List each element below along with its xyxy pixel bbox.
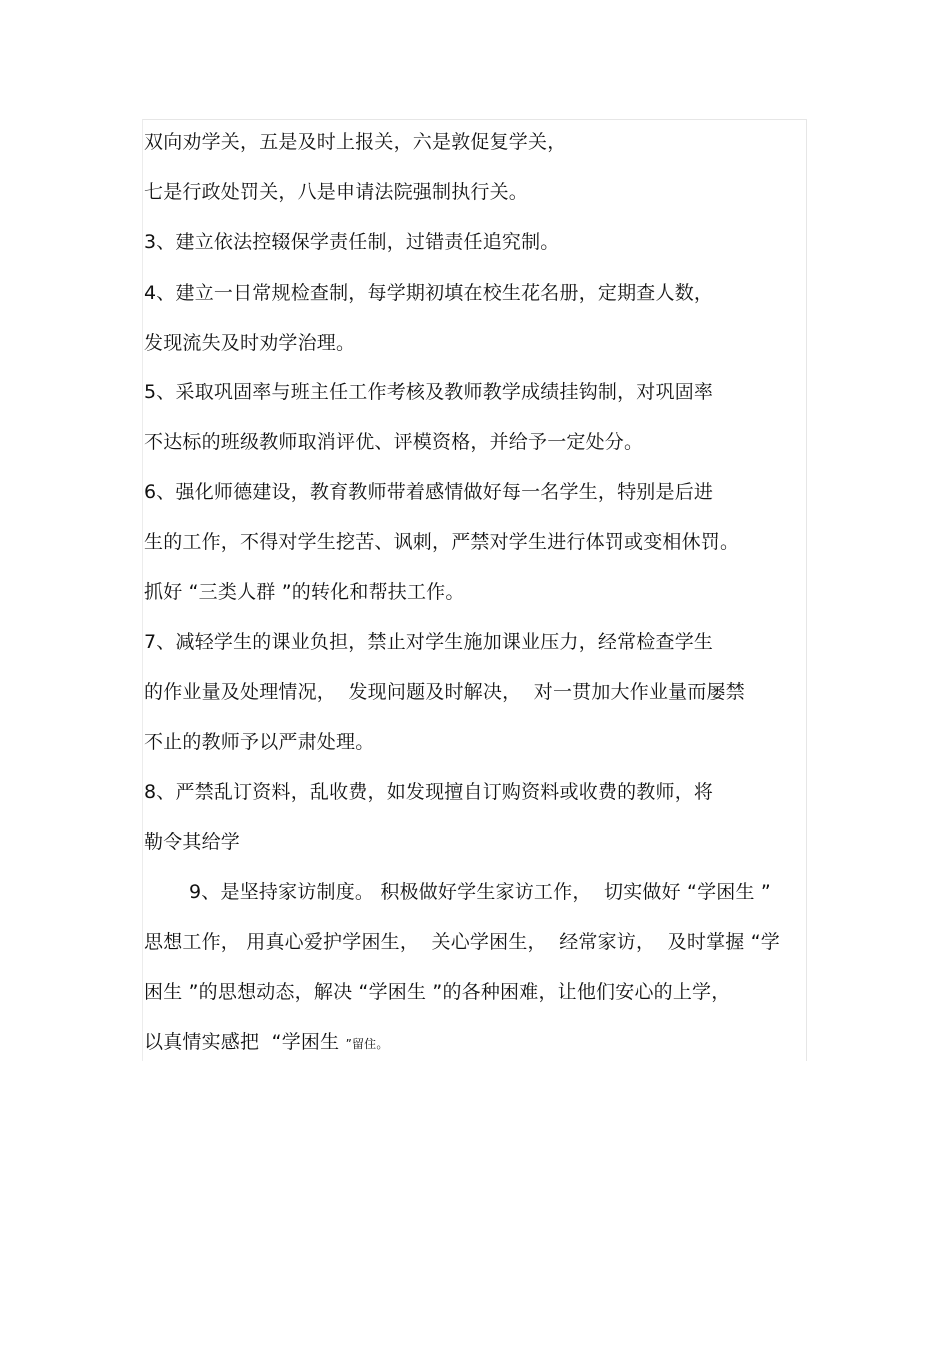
text-line-last	[144, 1030, 389, 1056]
text-line: 七是行政处罚关，八是申请法院强制执行关。	[144, 181, 529, 203]
text-line: 7、减轻学生的课业负担，禁止对学生施加课业压力，经常检查学生	[144, 631, 714, 653]
text-line: 发现流失及时劝学治理。	[144, 332, 356, 354]
text-line: 9、是坚持家访制度。 积极做好学生家访工作， 切实做好 “学困生 ”	[189, 881, 771, 903]
text-line: 8、严禁乱订资料，乱收费，如发现擅自订购资料或收费的教师，将	[144, 781, 714, 803]
text-line: 3、建立依法控辍保学责任制，过错责任追究制。	[144, 231, 560, 253]
text-line: 生的工作，不得对学生挖苦、讽刺，严禁对学生进行体罚或变相休罚。	[144, 531, 740, 553]
text-line: 双向劝学关，五是及时上报关，六是敦促复学关，	[144, 131, 567, 153]
text-line: 勒令其给学	[144, 831, 241, 853]
text-line: 5、采取巩固率与班主任工作考核及教师教学成绩挂钩制，对巩固率	[144, 381, 714, 403]
text-line: 不达标的班级教师取消评优、评模资格，并给予一定处分。	[144, 431, 644, 453]
text-line: 困生 ”的思想动态，解决 “学困生 ”的各种困难，让他们安心的上学，	[144, 981, 731, 1003]
text-line: 抓好 “三类人群 ”的转化和帮扶工作。	[144, 581, 465, 603]
text-line: 不止的教师予以严肃处理。	[144, 731, 375, 753]
text-line: 6、强化师德建设，教育教师带着感情做好每一名学生，特别是后进	[144, 481, 714, 503]
text-line: 4、建立一日常规检查制，每学期初填在校生花名册，定期查人数，	[144, 282, 714, 304]
text-line-last-suffix: ”留住。	[345, 1037, 389, 1051]
text-line-last-main: 以真情实感把 “学困生	[144, 1031, 346, 1053]
text-line: 的作业量及处理情况， 发现问题及时解决， 对一贯加大作业量而屡禁	[144, 681, 745, 703]
text-line: 思想工作， 用真心爱护学困生， 关心学困生， 经常家访， 及时掌握 “学	[144, 931, 780, 953]
